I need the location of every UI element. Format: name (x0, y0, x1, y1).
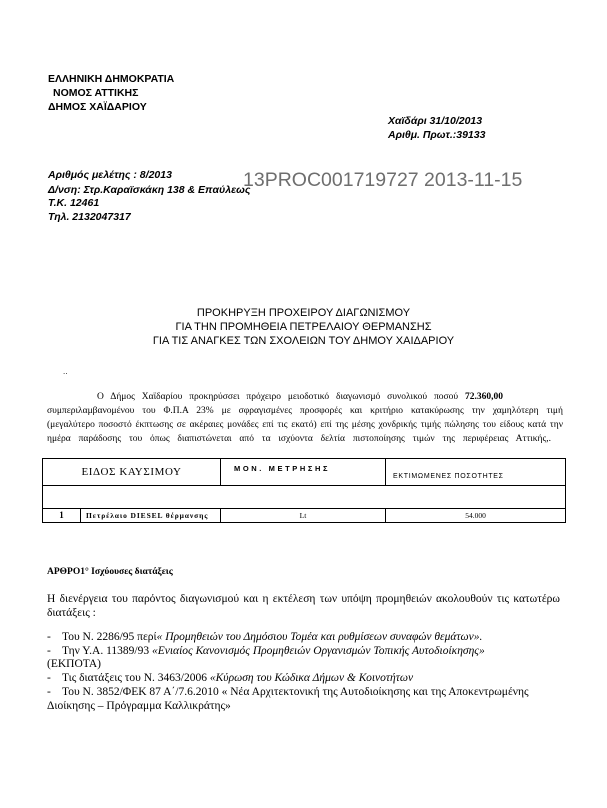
table-cell-number: 1 (42, 508, 81, 523)
phone: Τηλ. 2132047317 (48, 211, 131, 223)
provision-quote: « Νέα Αρχιτεκτονική της Αυτοδιοίκησης και της Αποκεντρωμένης (221, 686, 529, 698)
intro-line-3: (μεγαλύτερο ποσοστό έκπτωσης σε ακέραιες μονάδες επί τις εκατό) επί της μέσης χονδρικής τιμής πώλησης του είδους κατά την (47, 420, 563, 430)
provision-dash: - (47, 672, 51, 684)
provision-dash: - (47, 686, 51, 698)
provision-1 (62, 630, 482, 644)
provision-3 (62, 671, 413, 685)
table-cell-unit: Lt (220, 508, 386, 523)
provision-2 (62, 644, 485, 658)
protocol-number: Αριθμ. Πρωτ.:39133 (388, 129, 486, 141)
table-header-fuel-type (42, 458, 221, 486)
intro-line-1 (97, 390, 503, 404)
place-date: Χαϊδάρι 31/10/2013 (388, 115, 483, 127)
provision-prefix: Του Ν. 3852/ΦΕΚ 87 Α΄/7.6.2010 (62, 686, 222, 698)
provision-2-continuation: (ΕΚΠΟΤΑ) (47, 658, 102, 670)
title-line-3: ΓΙΑ ΤΙΣ ΑΝΑΓΚΕΣ ΤΩΝ ΣΧΟΛΕΙΩΝ ΤΟΥ ΔΗΜΟΥ ΧΑΙΔΑΡΙΟΥ (152, 335, 455, 347)
intro-text: Ο Δήμος Χαϊδαρίου προκηρύσσει πρόχειρο μειοδοτικό διαγωνισμό συνολικού ποσού (97, 392, 465, 402)
provision-quote: «Κύρωση του Κώδικα Δήμων & Κοινοτήτων (209, 672, 414, 684)
title-line-2: ΓΙΑ ΤΗΝ ΠΡΟΜΗΘΕΙΑ ΠΕΤΡΕΛΑΙΟΥ ΘΕΡΜΑΝΣΗΣ (175, 321, 432, 333)
provision-4 (62, 685, 529, 699)
table-header-unit: ΜΟΝ. ΜΕΤΡΗΣΗΣ (220, 458, 386, 486)
provision-dash: - (47, 631, 51, 643)
registry-stamp: 13PROC001719727 2013-11-15 (243, 169, 523, 191)
article-intro-line-1: Η διενέργεια του παρόντος διαγωνισμού και η εκτέλεση των υπόψη προμηθειών ακολουθούν τις κατωτέρω (47, 593, 560, 605)
provision-prefix: Του Ν. 2286/95 περί (62, 631, 157, 643)
address: Δ/νση: Στρ.Καραϊσκάκη 138 & Επαύλεως (48, 184, 251, 196)
issuer-prefecture: ΝΟΜΟΣ ΑΤΤΙΚΗΣ (53, 87, 139, 99)
intro-line-4: ημέρα παράδοσης του όπως διαπιστώνεται από τα ισχύοντα δελτία πιστοποίησης τιμών της περιφέρειας Αττικής,. (47, 434, 551, 444)
postal-code: Τ.Κ. 12461 (48, 197, 100, 209)
provision-prefix: Την Υ.Α. 11389/93 (62, 645, 152, 657)
provision-dash: - (47, 645, 51, 657)
title-line-1: ΠΡΟΚΗΡΥΞΗ ΠΡΟΧΕΙΡΟΥ ΔΙΑΓΩΝΙΣΜΟΥ (196, 307, 411, 319)
table-cell-quantity: 54.000 (385, 508, 566, 523)
issuer-country: ΕΛΛΗΝΙΚΗ ΔΗΜΟΚΡΑΤΙΑ (48, 73, 175, 85)
article-intro-line-2: διατάξεις : (47, 607, 96, 619)
provision-prefix: Τις διατάξεις του Ν. 3463/2006 (62, 672, 210, 684)
provision-quote: «Ενιαίος Κανονισμός Προμηθειών Οργανισμών Τοπικής Αυτοδιοίκησης» (151, 645, 485, 657)
fuel-table (42, 458, 566, 522)
table-header-label: ΕΙΔΟΣ ΚΑΥΣΙΜΟΥ (81, 466, 182, 478)
article-heading: ΑΡΘΡΟ1° Ισχύουσες διατάξεις (47, 567, 173, 577)
intro-line-2: συμπεριλαμβανομένου του Φ.Π.Α 23% με σφραγισμένες προσφορές και κριτήριο κατακύρωσης την χαμηλότερη τιμή (47, 406, 563, 416)
study-number: Αριθμός μελέτης : 8/2013 (48, 169, 172, 181)
issuer-municipality: ΔΗΜΟΣ ΧΑΪΔΑΡΙΟΥ (48, 101, 147, 113)
provision-quote: « Προμηθειών του Δημόσιου Τομέα και ρυθμίσεων συναφών θεμάτων». (156, 631, 483, 643)
table-cell-item: Πετρέλαιο DIESEL θέρμανσης (80, 508, 221, 523)
provision-4-continuation: Διοίκησης – Πρόγραμμα Καλλικράτης» (47, 700, 231, 712)
total-amount: 72.360,00 (465, 392, 503, 402)
stray-mark: .. (63, 367, 68, 376)
table-header-quantity: ΕΚΤΙΜΩΜΕΝΕΣ ΠΟΣΟΤΗΤΕΣ (385, 458, 566, 486)
table-spacer-row (42, 485, 566, 509)
